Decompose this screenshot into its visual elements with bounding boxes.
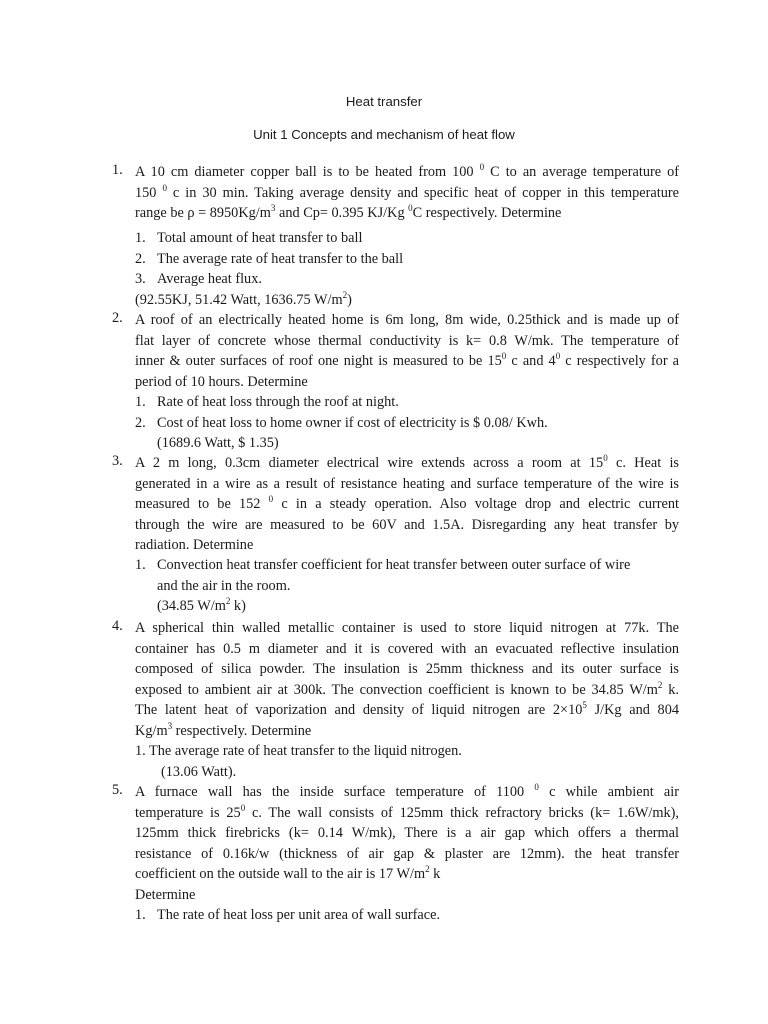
question-text: A spherical thin walled metallic container is used to store liquid nitrogen at 77k. The container has 0.5 m diameter and it is covered with an evacuated reflective insulation composed of silica powder. The insulation is 25mm thickness and its outer surface is exposed to ambient air at 300k. The convection coefficient is known to be 34.85 $W/m^2$ k. The latent heat of vaporization and density of liquid nitrogen are $2\times 10^5$ J/Kg and 804 $Kg/m^3$ respectively. Determine 1. The average rate of heat transfer to the liquid nitrogen. (13.06 Watt). <box>135 618 679 782</box>
question-text: A 10 cm diameter copper ball is to be heated from 100 $^0$ C to an average temperature of 150 $^0$ c in 30 min. Taking average density and specific heat of copper in this temperature range be $\rho = 8950Kg/m^3$ and Cp= 0.395 KJ/Kg $^0$C respectively. Determine <box>135 162 680 221</box>
sub-question-list <box>135 392 548 454</box>
question-text: A roof of an electrically heated home is 6m long, 8m wide, 0.25thick and is made up of flat layer of concrete whose thermal conductivity is k= 0.8 W/mk. The temperature of inner & outer surfaces of roof one night is measured to be $15^0$ c and $4^0$ c respectively for a period of 10 hours. Determine <box>135 312 680 390</box>
sub-question-list <box>135 555 679 617</box>
answer: (1689.6 Watt, $ 1.35) <box>157 435 279 451</box>
sub-question: 1. Total amount of heat transfer to ball <box>135 230 363 246</box>
question-number: 4. <box>112 618 123 634</box>
question-text: A 2 m long, 0.3cm diameter electrical wire extends across a room at $15^0$ c. Heat is generated in a wire as a result of resistance heating and surface temperature of the wire is measured to be 152 $^0$ c in a steady operation. Also voltage drop and electric current through the wire are measured to be 60V and 1.5A. Disregarding any heat transfer by radiation. Determine <box>135 453 679 553</box>
question-text: A furnace wall has the inside surface temperature of 1100 $^0$ c while ambient air temperature is $25^0$ c. The wall consists of 125mm thick refractory bricks (k= 1.6W/mk), 125mm thick firebricks (k= 0.14 W/mk), There is a air gap which offers a thermal resistance of 0.16k/w (thickness of air gap & plaster are 12mm). the heat transfer coefficient on the outside wall to the air is 17 $W/m^2$ k Determine 1. The rate of heat loss per unit area of wall surface. <box>135 782 679 926</box>
sub-question: 3. Average heat flux. <box>135 271 262 287</box>
question-number: 1. <box>112 162 123 178</box>
document-title: Heat transfer <box>345 94 423 109</box>
sub-question-list <box>135 228 403 310</box>
answer: (13.06 Watt). <box>161 763 237 780</box>
answer: (34.85 $W/m^2$ k) <box>157 596 246 614</box>
sub-question: 1. The rate of heat loss per unit area of wall surface. <box>135 907 441 923</box>
sub-question: 1. Rate of heat loss through the roof at night. <box>135 394 399 410</box>
unit-heading: Unit 1 Concepts and mechanism of heat flow <box>253 127 515 142</box>
question-number: 5. <box>112 782 123 798</box>
question-number: 2. <box>112 310 123 326</box>
answer: (92.55KJ, 51.42 Watt, 1636.75 $W/m^2$) <box>135 289 352 308</box>
sub-question: 2. The average rate of heat transfer to the ball <box>135 250 404 267</box>
sub-question: 1. Convection heat transfer coefficient for heat transfer between outer surface of wire <box>135 557 631 573</box>
sub-question-continuation: and the air in the room. <box>157 577 291 594</box>
sub-question: 1. The average rate of heat transfer to the liquid nitrogen. <box>135 743 462 759</box>
sub-question: 2. Cost of heat loss to home owner if cost of electricity is $ 0.08/ Kwh. <box>135 414 548 431</box>
question-number: 3. <box>112 453 123 469</box>
